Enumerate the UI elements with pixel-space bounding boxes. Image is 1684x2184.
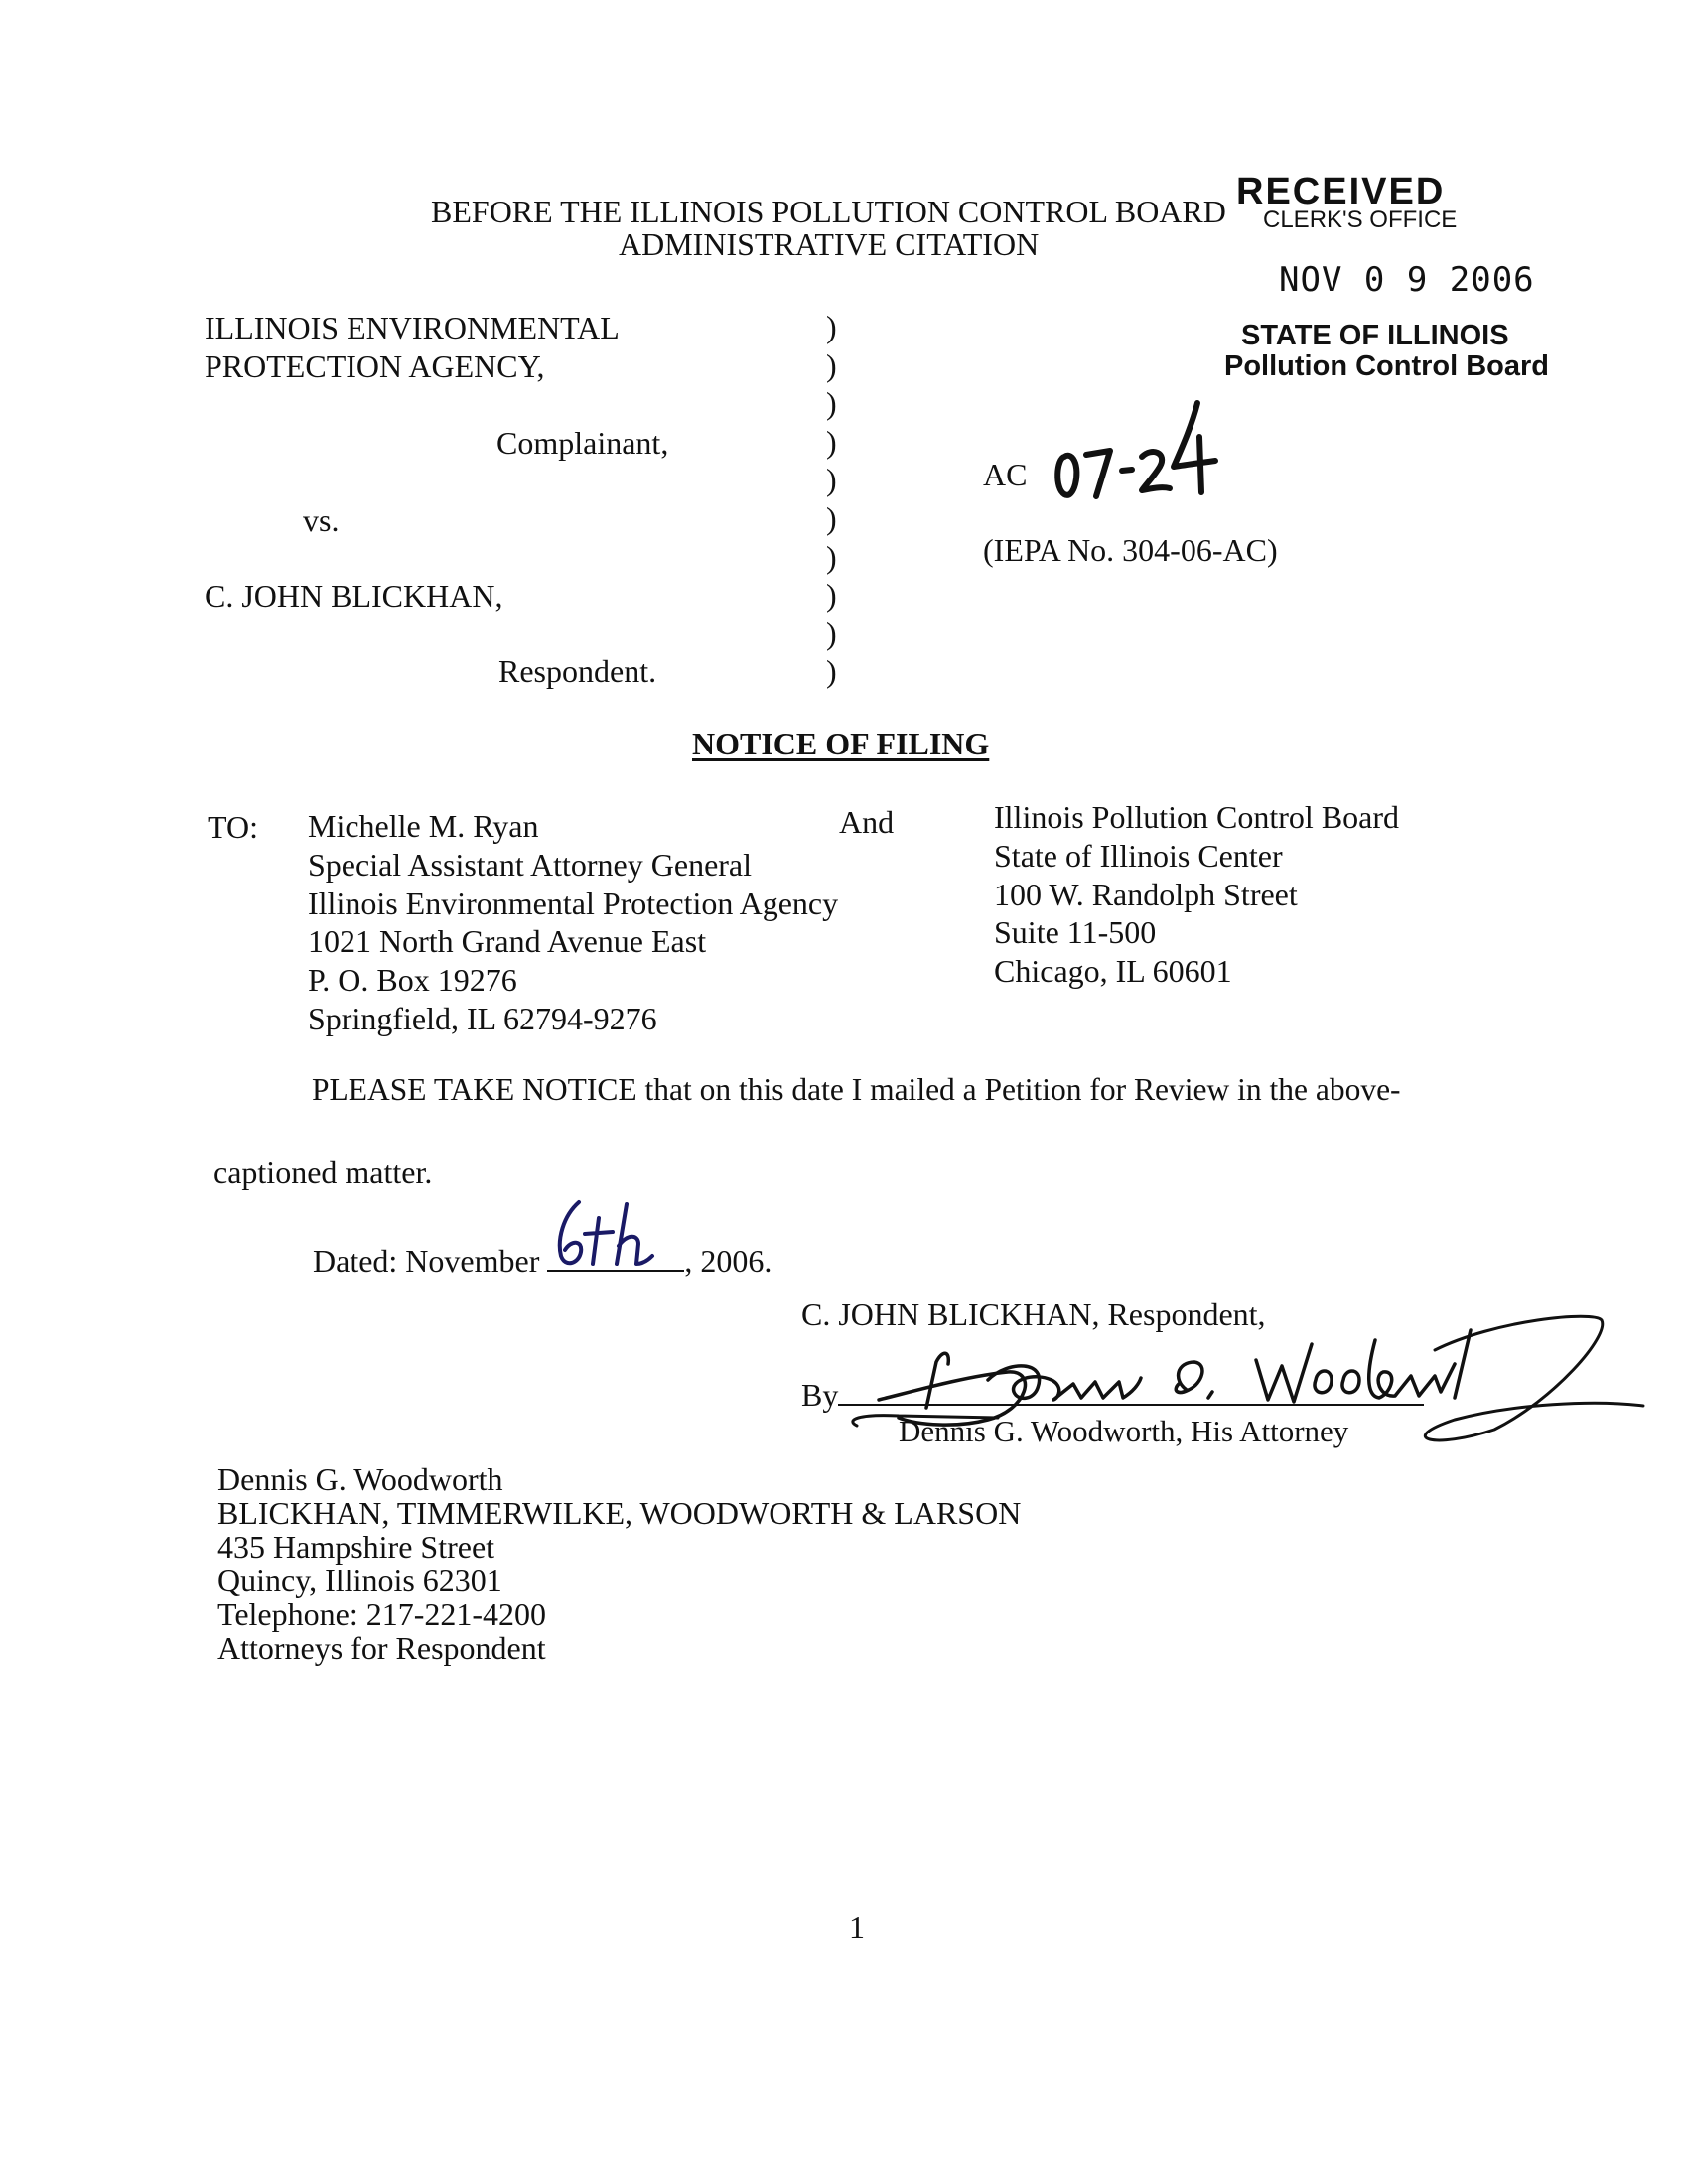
complainant-name-line2: PROTECTION AGENCY, (205, 348, 545, 384)
conjunction-and: And (839, 804, 895, 840)
date-blank (547, 1228, 684, 1272)
notice-body-line1: PLEASE TAKE NOTICE that on this date I mailed a Petition for Review in the above- (312, 1072, 1401, 1107)
attorney-line: Telephone: 217-221-4200 (217, 1596, 547, 1632)
signature-party: C. JOHN BLICKHAN, Respondent, (801, 1297, 1266, 1332)
case-prefix: AC (983, 457, 1028, 492)
stamp-received: RECEIVED (1236, 171, 1446, 212)
attorney-address-block (217, 1462, 1021, 1665)
attorney-line: 435 Hampshire Street (217, 1529, 495, 1565)
paren: ) (826, 423, 837, 460)
address-line: Michelle M. Ryan (308, 808, 539, 844)
address-line: 100 W. Randolph Street (994, 876, 1298, 912)
respondent-name: C. JOHN BLICKHAN, (205, 578, 503, 614)
address-line: Suite 11-500 (994, 914, 1157, 951)
dated-prefix: Dated: November (313, 1243, 540, 1279)
stamp-clerks-office: CLERK'S OFFICE (1263, 206, 1458, 233)
dated-suffix: , 2006. (684, 1243, 772, 1279)
paren: ) (826, 577, 837, 614)
address-line: Illinois Pollution Control Board (994, 799, 1400, 835)
recipient-right-address (994, 798, 1399, 991)
address-line: Illinois Environmental Protection Agency (308, 885, 839, 921)
address-line: Springfield, IL 62794-9276 (308, 1000, 657, 1036)
complainant-name-line1: ILLINOIS ENVIRONMENTAL (205, 310, 620, 345)
dated-line (313, 1228, 772, 1280)
attorney-line: BLICKHAN, TIMMERWILKE, WOODWORTH & LARSON (217, 1495, 1022, 1531)
respondent-role: Respondent. (498, 653, 657, 689)
paren: ) (826, 538, 837, 575)
page-number: 1 (849, 1909, 865, 1945)
to-label: TO: (208, 809, 258, 845)
paren: ) (826, 309, 837, 344)
caption-parenthesis-column (826, 308, 850, 691)
stamp-state: STATE OF ILLINOIS (1241, 320, 1509, 351)
paren: ) (826, 499, 837, 536)
paren: ) (826, 614, 837, 651)
address-line: P. O. Box 19276 (308, 962, 517, 999)
stamp-date: NOV 0 9 2006 (1279, 260, 1535, 300)
paren: ) (826, 385, 837, 422)
paren: ) (826, 462, 837, 498)
paren: ) (826, 653, 837, 690)
recipient-left-address (308, 807, 838, 1038)
versus-label: vs. (303, 502, 340, 538)
handwritten-day (553, 1198, 682, 1270)
notice-body-line2: captioned matter. (213, 1155, 433, 1190)
address-line: Special Assistant Attorney General (308, 846, 753, 883)
caption-citation-type: ADMINISTRATIVE CITATION (619, 226, 1040, 262)
stamp-board: Pollution Control Board (1224, 350, 1550, 382)
signer-name: Dennis G. Woodworth, His Attorney (899, 1414, 1349, 1448)
address-line: Chicago, IL 60601 (994, 953, 1232, 990)
paren: ) (826, 346, 837, 383)
attorney-line: Quincy, Illinois 62301 (217, 1563, 502, 1598)
address-line: State of Illinois Center (994, 837, 1283, 874)
handwritten-case-number (1052, 397, 1231, 506)
complainant-role: Complainant, (496, 425, 669, 461)
document-title: NOTICE OF FILING (692, 726, 990, 761)
caption-board-title: BEFORE THE ILLINOIS POLLUTION CONTROL BOARD (431, 194, 1226, 229)
attorney-line: Dennis G. Woodworth (217, 1461, 503, 1497)
attorney-line: Attorneys for Respondent (217, 1630, 546, 1666)
iepa-number: (IEPA No. 304-06-AC) (983, 532, 1278, 568)
by-label: By (801, 1377, 839, 1413)
address-line: 1021 North Grand Avenue East (308, 923, 707, 960)
